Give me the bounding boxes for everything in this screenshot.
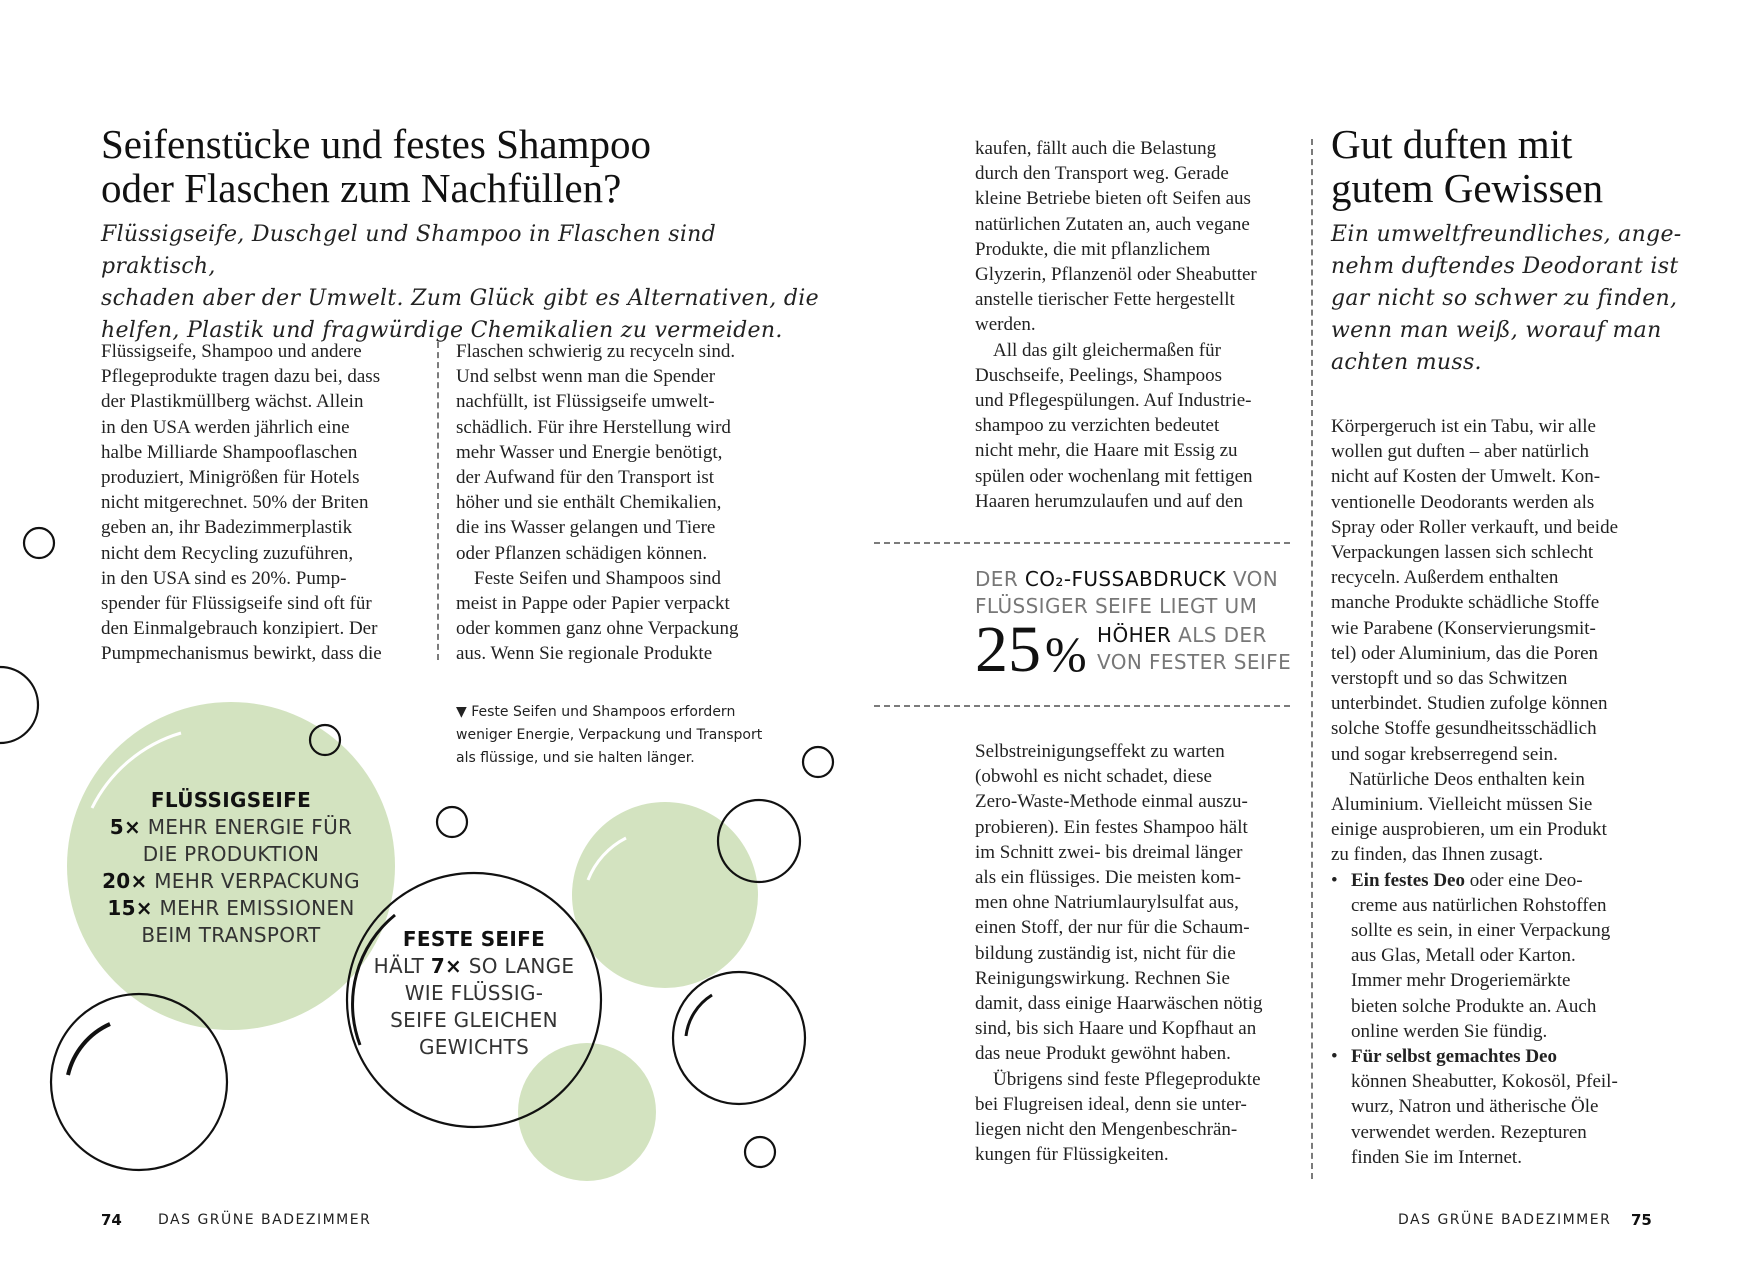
bubble-outline-icon xyxy=(803,747,833,777)
stat-callout: DER CO₂-FUSSABDRUCK VON FLÜSSIGER SEIFE LIEGT UM 25% HÖHER ALS DER VON FESTER SEIFE xyxy=(975,567,1292,686)
stat-big-number: 25% xyxy=(975,613,1087,686)
bubble-outline-icon xyxy=(673,972,805,1104)
stat-rule-bottom xyxy=(874,705,1290,707)
list-item: • Ein festes Deo oder eine Deo- creme aus natürlichen Rohstoffen sollte es sein, in einer Verpackung aus Glas, Metall oder Karton. Immer mehr Drogeriemärkte bieten solche Produkte an. Auch online werden Sie fündig. xyxy=(1331,869,1611,1042)
triangle-down-icon: ▼ xyxy=(456,704,467,720)
bubble-liquid-soap-text: FLÜSSIGSEIFE 5× MEHR ENERGIE FÜR DIE PRODUKTION 20× MEHR VERPACKUNG 15× MEHR EMISSIONEN BEIM TRANSPORT xyxy=(102,788,360,947)
running-footer-right: DAS GRÜNE BADEZIMMER xyxy=(1398,1212,1612,1228)
body-column-4: Körpergeruch ist ein Tabu, wir alle wollen gut duften – aber natürlich nicht auf Kosten der Umwelt. Kon- ventionelle Deodorants werden als Spray oder Roller verkauft, und beide Verpackungen lassen sich schlecht recyceln. Außerdem enthalten manche Produkte schädliche Stoffe wie Parabene (Konservierungsmit- tel) oder Aluminium, das die Poren verstopft und so das Schwitzen unterbindet. Studien zufolge können solche Stoffe gesundheitsschädlich und sogar krebserregend sein. Natürliche Deos enthalten kein Aluminium. Vielleicht müssen Sie einige ausprobieren, um ein Produkt zu finden, das Ihnen zusagt. • Ein festes Deo oder eine Deo- creme aus natürlichen Rohstoffen sollte es sein, in einer Verpackung aus Glas, Metall oder Karton. Immer mehr Drogeriemärkte bieten solche Produkte an. Auch online werden Sie fündig. • Für selbst gemachtes Deo können Sheabutter, Kokosöl, Pfeil- wurz, Natron und ätherische Öle verwendet werden. Rezepturen finden Sie im Internet. xyxy=(1331,414,1661,1170)
bubble-outline-icon xyxy=(0,667,38,743)
page-title-right: Gut duften mit gutem Gewissen xyxy=(1331,121,1604,211)
body-column-3-top: kaufen, fällt auch die Belastung durch den Transport weg. Gerade kleine Betriebe bieten oft Seifen aus natürlichen Zutaten an, auch vegane Produkte, die mit pflanzlichem Glyzerin, Pflanzenöl oder Sheabutter anstelle tierischer Fette hergestellt werden. All das gilt gleichermaßen für Duschseife, Peelings, Shampoos und Pflegespülungen. Auf Industrie- shampoo zu verzichten bedeutet nicht mehr, die Haare mit Essig zu spülen oder wochenlang mit fettigen Haaren herumzulaufen und auf den xyxy=(975,138,1257,512)
column-divider-right xyxy=(1311,139,1313,1179)
stat-rule-top xyxy=(874,542,1290,544)
bubble-filled-icon xyxy=(518,1043,656,1181)
lead-text-right: Ein umweltfreundliches, ange- nehm duftendes Deodorant ist gar nicht so schwer zu finden, wenn man weiß, worauf man achten muss. xyxy=(1331,222,1682,375)
image-caption: ▼ Feste Seifen und Shampoos erfordern weniger Energie, Verpackung und Transport als flüssige, und sie halten länger. xyxy=(456,704,763,766)
body-column-2: Flaschen schwierig zu recyceln sind. Und selbst wenn man die Spender nachfüllt, ist Flüssigseife umwelt- schädlich. Für ihre Herstellung wird mehr Wasser und Energie benötigt, der Aufwand für den Transport ist höher und sie enthält Chemikalien, die ins Wasser gelangen und Tiere oder Pflanzen schädigen können. Feste Seifen und Shampoos sind meist in Pappe oder Papier verpackt oder kommen ganz ohne Verpackung aus. Wenn Sie regionale Produkte xyxy=(456,341,739,665)
bubble-solid-soap-text: FESTE SEIFE HÄLT 7× SO LANGE WIE FLÜSSIG- SEIFE GLEICHEN GEWICHTS xyxy=(373,927,575,1059)
bullet-dot-icon: • xyxy=(1331,869,1338,891)
lead-text-left: Flüssigseife, Duschgel und Shampoo in Flaschen sind praktisch, schaden aber der Umwelt. Zum Glück gibt es Alternativen, die helfen, Plastik und fragwürdige Chemikalien zu vermeiden. xyxy=(101,222,819,343)
bubble-outline-icon xyxy=(437,807,467,837)
body-column-3-bottom: Selbstreinigungseffekt zu warten (obwohl es nicht schadet, diese Zero-Waste-Methode einmal auszu- probieren). Ein festes Shampoo hält im Schnitt zwei- bis dreimal länger als ein flüssiges. Die meisten kom- men ohne Natriumlaurylsulfat aus, einen Stoff, der nur für die Schaum- bildung zuständig ist, nicht für die Reinigungswirkung. Rechnen Sie damit, dass einige Haarwäschen nötig sind, bis sich Haare und Kopfhaut an das neue Produkt gewöhnt haben. Übrigens sind feste Pflegeprodukte bei Flugreisen ideal, denn sie unter- liegen nicht den Mengenbeschrän- kungen für Flüssigkeiten. xyxy=(975,741,1263,1166)
body-column-1: Flüssigseife, Shampoo und andere Pflegeprodukte tragen dazu bei, dass der Plastikmüllberg wächst. Allein in den USA werden jährlich eine halbe Milliarde Shampooflaschen produziert, Minigrößen für Hotels nicht mitgerechnet. 50% der Briten geben an, ihr Badezimmerplastik nicht dem Recycling zuzuführen, in den USA sind es 20%. Pump- spender für Flüssigseife sind oft für den Einmalgebrauch konzipiert. Der Pumpmechanismus bewirkt, dass die xyxy=(101,341,382,665)
list-item: • Für selbst gemachtes Deo können Sheabutter, Kokosöl, Pfeil- wurz, Natron und ätherische Öle verwendet werden. Rezepturen finden Sie im Internet. xyxy=(1331,1046,1618,1168)
running-footer-left: DAS GRÜNE BADEZIMMER xyxy=(158,1212,372,1228)
column-divider xyxy=(437,342,439,660)
bubble-outline-icon xyxy=(24,528,54,558)
page-number-left: 74 xyxy=(101,1211,122,1229)
bullet-list xyxy=(1331,868,1661,1170)
page-title-left: Seifenstücke und festes Shampoo oder Flaschen zum Nachfüllen? xyxy=(101,121,651,211)
bubble-filled-icon xyxy=(572,802,758,988)
bullet-dot-icon: • xyxy=(1331,1046,1338,1068)
bubble-outline-icon xyxy=(51,994,227,1170)
page-number-right: 75 xyxy=(1631,1211,1652,1229)
bubble-outline-icon xyxy=(745,1137,775,1167)
